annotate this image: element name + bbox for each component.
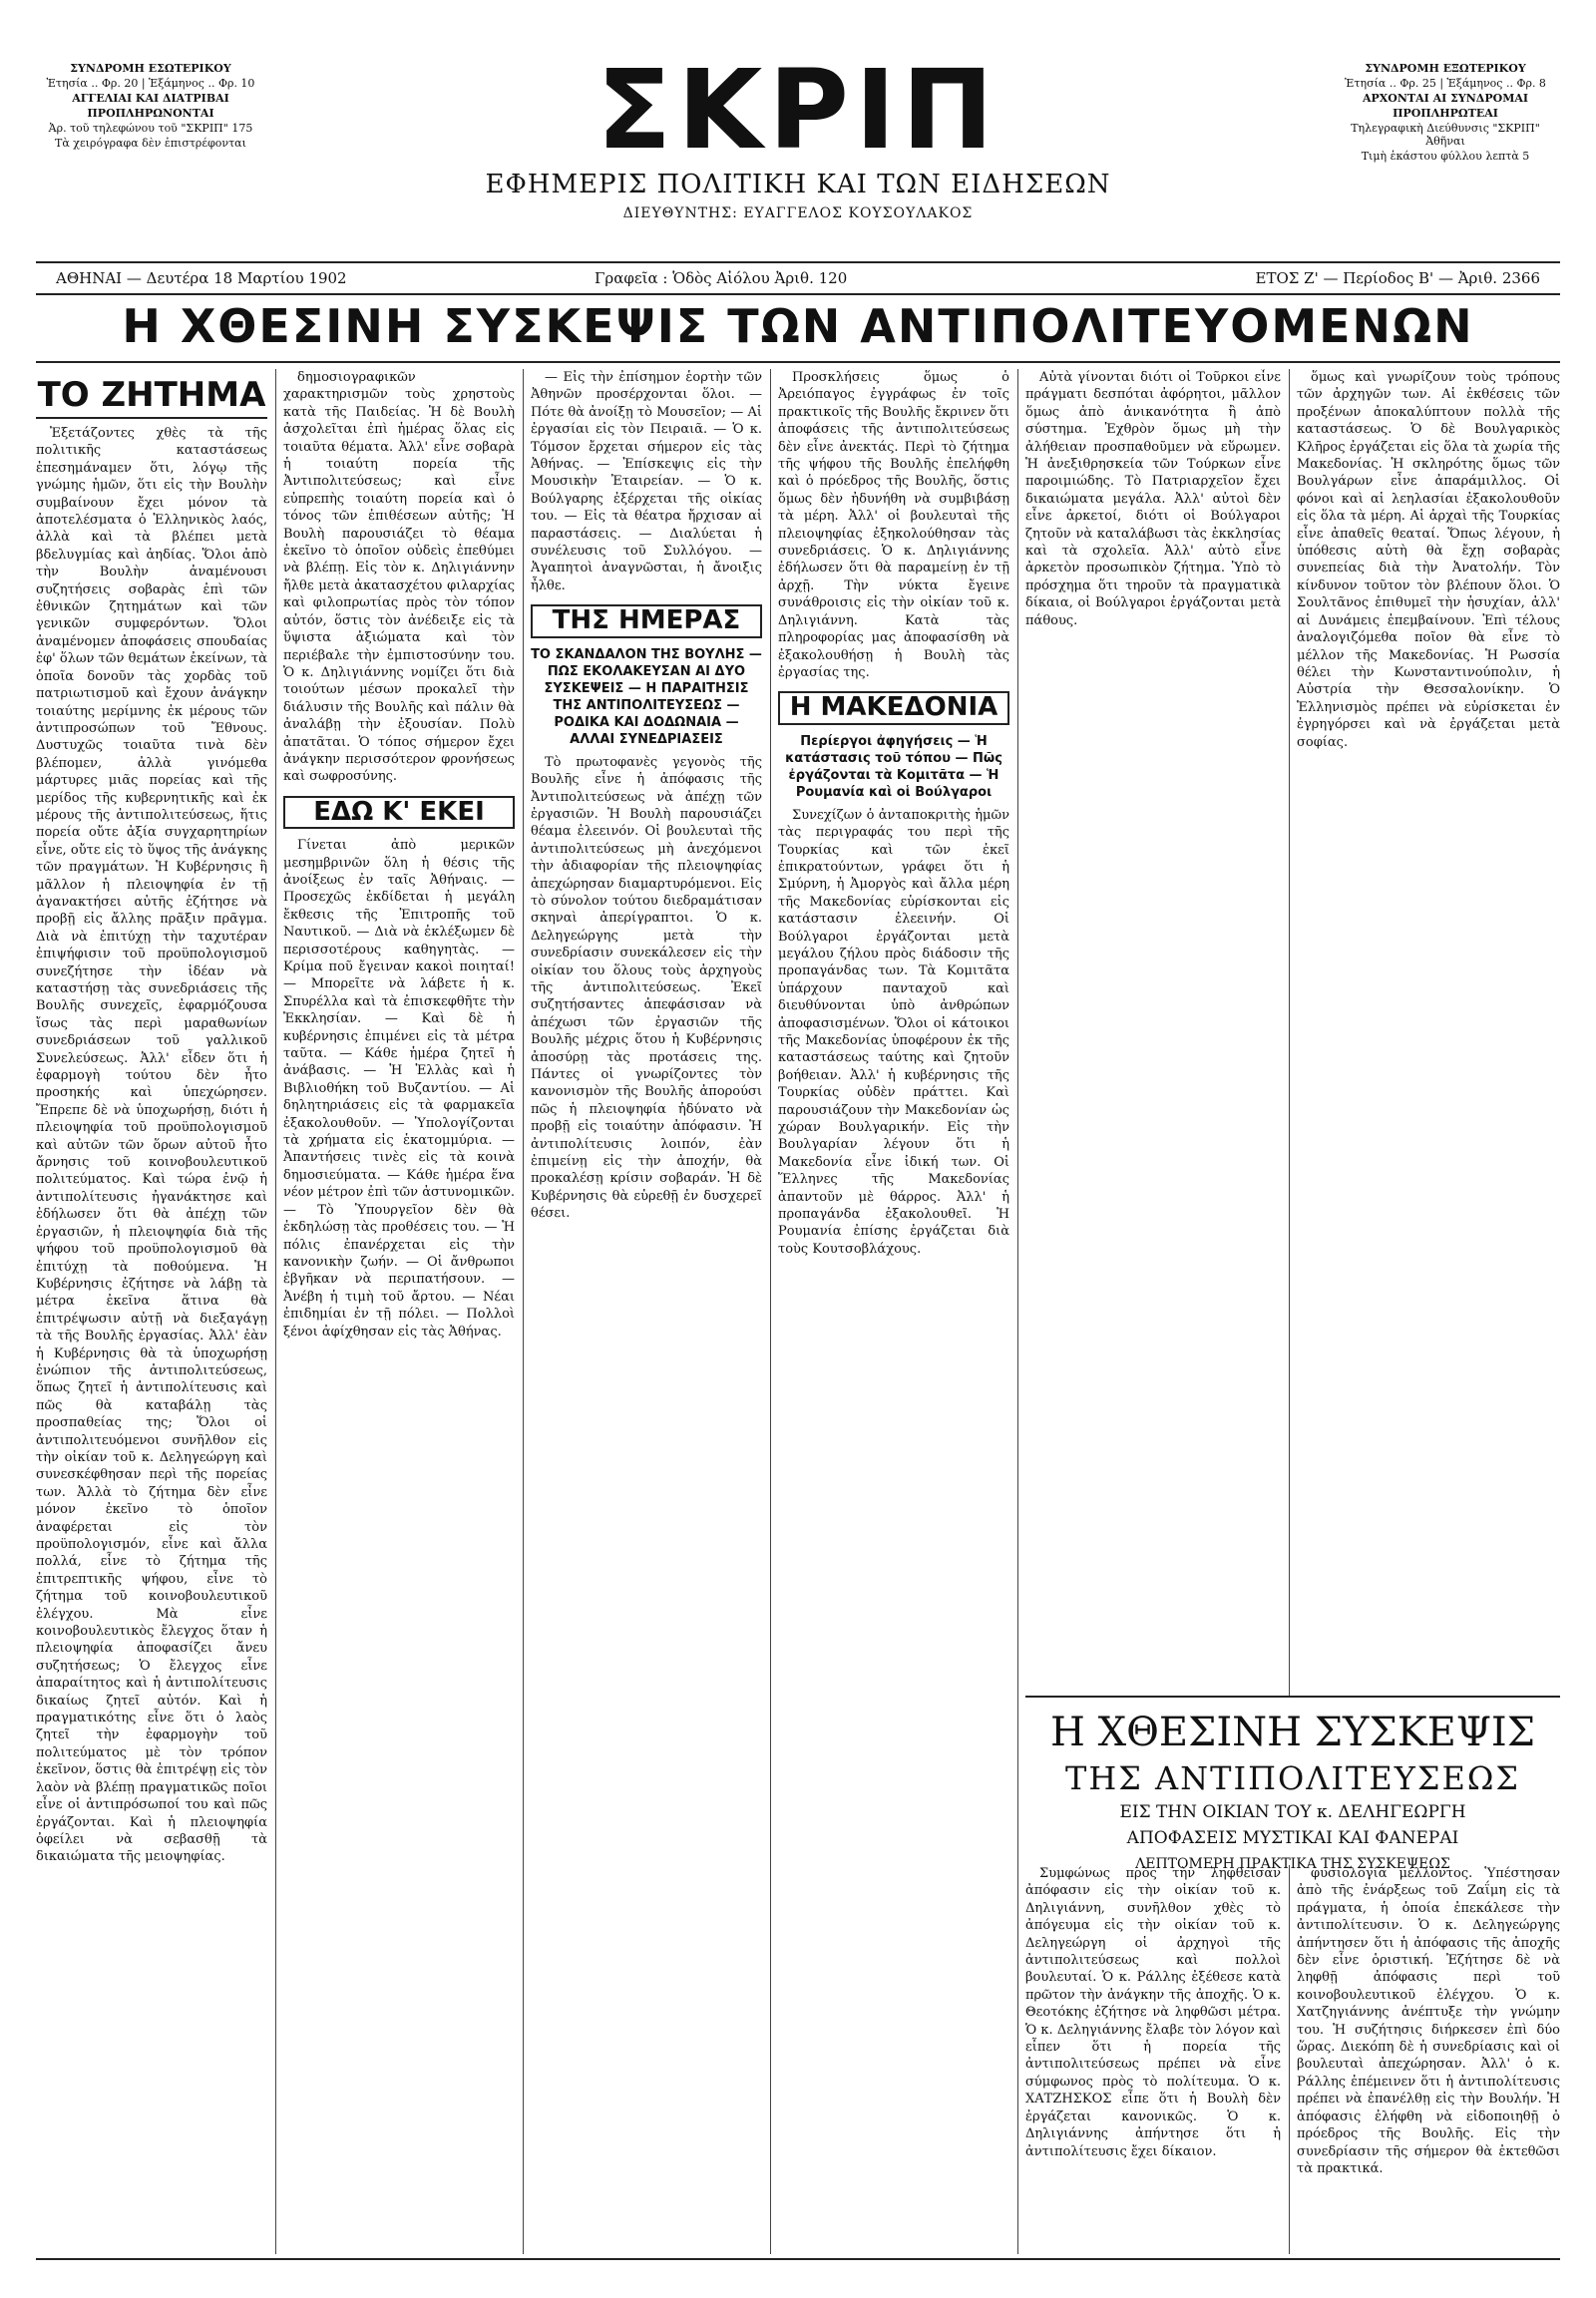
feature-minutes: ΛΕΠΤΟΜΕΡΗ ΠΡΑΚΤΙΚΑ ΤΗΣ ΣΥΣΚΕΨΕΩΣ bbox=[1135, 1856, 1450, 1872]
feature-body-left: Συμφώνως πρὸς τὴν ληφθεῖσαν ἀπόφασιν εἰς τὴν οἰκίαν τοῦ κ. Δηλιγιάννη, συνῆλθον χθὲς τὸ ἀπόγευμα εἰς τὴν οἰκίαν τοῦ κ. Δεληγεώργη οἱ ἀρχηγοὶ τῆς ἀντιπολιτεύσεως καὶ πολλοὶ βουλευταί. Ὁ κ. Ράλλης ἐξέθεσε κατὰ πρῶτον τὴν ἀνάγκην τῆς ἀποχῆς. Ὁ κ. Θεοτόκης ἐζήτησε νὰ ληφθῶσι μέτρα. Ὁ κ. Δεληγιάννης ἔλαβε τὸν λόγον καὶ εἶπεν ὅτι ἡ πορεία τῆς ἀντιπολιτεύσεως πρέπει νὰ εἶνε σύμφωνος πρὸς τὸ πολίτευμα. Ὁ κ. ΧΑΤΖΗΣΚΟΣ εἶπε ὅτι ἡ Βουλὴ δὲν ἐργάζεται κανονικῶς. Ὁ κ. Δηλιγιάννης ἀπήντησε ὅτι ἡ ἀντιπολίτευσις ἔχει δίκαιον. bbox=[1025, 1866, 1281, 2159]
column-5-body: Αὐτὰ γίνονται διότι οἱ Τοῦρκοι εἶνε πράγματι δεσπόται ἀφόρητοι, μᾶλλον ὅμως ἀπὸ ἀνικανότητα ἢ ἀπὸ σύστημα. Ἐχθρὸν ὅμως μὴ τὴν ἀλήθειαν προσπαθοῦμεν νὰ εὕρωμεν. Ἡ ἀνεξιθρησκεία τῶν Τούρκων εἶνε παροιμιώδης. Τὸ Πατριαρχεῖον ἔχει δικαιώματα μεγάλα. Ἀλλ' αὐτοὶ δὲν εἶνε ἀρκετοί, διότι οἱ Βούλγαροι ζητοῦν νὰ καταλάβωσι τὰς ἐκκλησίας καὶ τὰ σχολεῖα. Ἀλλ' αὐτὸ εἶνε ἀρκετὸν προσωπικὸν ζήτημα. Ὑπὸ τὸ πρόσχημα ὅτι τηροῦν τὰ πραγματικὰ δίκαια, οἱ Βούλγαροι ἐργάζονται μετὰ πάθους. bbox=[1025, 370, 1281, 628]
manuscripts-notice: Τὰ χειρόγραφα δὲν ἐπιστρέφονται bbox=[55, 137, 246, 150]
ads-notice: ΑΓΓΕΛΙΑΙ ΚΑΙ ΔΙΑΤΡΙΒΑΙ bbox=[72, 92, 229, 105]
subscription-prices-domestic: Ἐτησία .. Φρ. 20 | Ἑξάμηνος .. Φρ. 10 bbox=[46, 77, 255, 90]
director-line: ΔΙΕΥΘΥΝΤΗΣ: ΕΥΑΓΓΕΛΟΣ ΚΟΥΣΟΥΛΑΚΟΣ bbox=[622, 205, 974, 221]
prepaid-notice: ΠΡΟΠΛΗΡΩΝΟΝΤΑΙ bbox=[87, 107, 214, 120]
column-divider-2 bbox=[523, 369, 524, 2254]
column-divider-4 bbox=[1017, 369, 1018, 2254]
feature-column-divider bbox=[1289, 1865, 1290, 2254]
column-divider-5 bbox=[1289, 369, 1290, 1696]
newspaper-logo: ΣΚΡΙΠ bbox=[597, 46, 999, 174]
column-divider-1 bbox=[275, 369, 276, 2254]
page-bottom-rule bbox=[36, 2258, 1560, 2260]
section-title-macedonia: Η ΜΑΚΕΔΟΝΙΑ bbox=[778, 691, 1009, 724]
subscription-title-foreign: ΣΥΝΔΡΟΜΗ ΕΞΩΤΕΡΙΚΟΥ bbox=[1365, 62, 1526, 75]
masthead-rule-top bbox=[36, 261, 1560, 263]
news-items-body: — Εἰς τὴν ἐπίσημον ἑορτὴν τῶν Ἀθηνῶν προσέρχονται ὅλοι. — Πότε θὰ ἀνοίξῃ τὸ Μουσεῖον; — Αἱ ἐργασίαι εἰς τὸν Πειραιᾶ. — Ὁ κ. Τόμσον ἔρχεται σήμερον εἰς τὰς Ἀθήνας. — Ἐπίσκεψις εἰς τὴν Μουσικὴν Ἑταιρείαν. — Ὁ κ. Βούλγαρης ἐξέρχεται τῆς οἰκίας του. — Εἰς τὰ θέατρα ἤρχισαν αἱ παραστάσεις. — Διαλύεται ἡ συνέλευσις τοῦ Συλλόγου. — Ἀγαπητοὶ ἀναγνῶσται, ἡ ἄνοιξις ἦλθε. bbox=[531, 370, 762, 593]
feature-rule bbox=[1025, 1696, 1560, 1698]
column-2 bbox=[283, 369, 515, 2254]
masthead-right-info bbox=[1331, 60, 1560, 165]
of-the-day-subheadline: ΤΟ ΣΚΑΝΔΑΛΟΝ ΤΗΣ ΒΟΥΛΗΣ — ΠΩΣ ΕΚΟΛΑΚΕΥΣΑΝ ΑΙ ΔΥΟ ΣΥΣΚΕΨΕΙΣ — Η ΠΑΡΑΙΤΗΣΙΣ ΤΗΣ ΑΝΤΙΠΟΛΙΤΕΥΣΕΩΣ — ΡΟΔΙΚΑ ΚΑΙ ΔΟΔΩΝΑΙΑ — ΑΛΛΑΙ ΣΥΝΕΔΡΙΑΣΕΙΣ bbox=[531, 646, 762, 747]
macedonia-subheadline: Περίεργοι ἀφηγήσεις — Ἡ κατάστασις τοῦ τόπου — Πῶς ἐργάζονται τὰ Κομιτᾶτα — Ἡ Ρουμανία καὶ οἱ Βούλγαροι bbox=[785, 733, 1002, 800]
prepaid-notice-right: ΠΡΟΠΛΗΡΩΤΕΑΙ bbox=[1393, 107, 1498, 120]
masthead-left-info bbox=[36, 60, 265, 152]
column-4-body: Προσκλήσεις ὅμως ὁ Ἀρειόπαγος ἐγγράφως ἐν τοῖς πρακτικοῖς τῆς Βουλῆς ἔκρινεν ὅτι ἀποφάσεις τῆς ἀντιπολιτεύσεως δὲν εἶνε ἀνεκτάς. Περὶ τὸ ζήτημα τῆς ψήφου τῆς Βουλῆς ἐπελήφθη καὶ ὁ πρόεδρος τῆς Βουλῆς, ὅστις ὅμως δὲν ἠδυνήθη νὰ συμβιβάσῃ τὰ μέρη. Ἀλλ' οἱ βουλευταὶ τῆς πλειοψηφίας ἐξηκολούθησαν τὰς συνεδριάσεις. Ὁ κ. Δηλιγιάννης ἐδήλωσεν ὅτι θὰ παραμείνῃ ἐν τῇ ἀρχῇ. Τὴν νύκτα ἔγεινε συνάθροισις εἰς τὴν οἰκίαν τοῦ κ. Δηλιγιάννη. Κατὰ τὰς πληροφορίας μας ἀποφασίσθη νὰ ἐξακολουθήσῃ ἡ Βουλὴ τὰς ἐργασίας της. bbox=[778, 370, 1009, 680]
feature-title: Η ΧΘΕΣΙΝΗ ΣΥΣΚΕΨΙΣ bbox=[1050, 1710, 1535, 1755]
of-the-day-body: Τὸ πρωτοφανὲς γεγονὸς τῆς Βουλῆς εἶνε ἡ ἀπόφασις τῆς Ἀντιπολιτεύσεως νὰ ἀπέχῃ τῶν ἐργασιῶν. Ἡ Βουλὴ παρουσιάζει θέαμα ἐλεεινόν. Οἱ βουλευταὶ τῆς ἀντιπολιτεύσεως μὴ ἀνεχόμενοι τὴν ἀδιαφορίαν τῆς πλειοψηφίας ἀπεχώρησαν διαμαρτυρόμενοι. Εἰς τὸ σύνολον τούτου διεδραμάτισαν σκηναὶ ἀπερίγραπτοι. Ὁ κ. Δεληγεώργης μετὰ τὴν συνεδρίασιν συνεκάλεσεν εἰς τὴν οἰκίαν του ὅλους τοὺς ἀρχηγοὺς τῆς ἀντιπολιτεύσεως. Ἐκεῖ συζητήσαντες ἀπεφάσισαν νὰ ἀπέχωσι τῶν ἐργασιῶν τῆς Βουλῆς μέχρις ὅτου ἡ Κυβέρνησις ἀποσύρῃ τὰς προτάσεις της. Πάντες οἱ γνωρίζοντες τὸν κανονισμὸν τῆς Βουλῆς ἀπορούσι πῶς ἡ πλειοψηφία ἠδύνατο νὰ προβῇ εἰς τοιαύτην ἀπόφασιν. Ἡ ἀντιπολίτευσις λοιπόν, ἐὰν ἐπιμείνῃ εἰς τὴν ἀποχήν, θὰ προκαλέσῃ κρίσιν σοβαράν. Ἡ δὲ Κυβέρνησις θὰ εὑρεθῇ ἐν δυσχερεῖ θέσει. bbox=[531, 754, 762, 1222]
front-page-headline: Η ΧΘΕΣΙΝΗ ΣΥΣΚΕΨΙΣ ΤΩΝ ΑΝΤΙΠΟΛΙΤΕΥΟΜΕΝΩΝ bbox=[122, 299, 1474, 353]
office-address: Γραφεῖα : Ὁδὸς Αἰόλου Ἀριθ. 120 bbox=[595, 269, 848, 287]
subscription-title-domestic: ΣΥΝΔΡΟΜΗ ΕΣΩΤΕΡΙΚΟΥ bbox=[70, 62, 231, 75]
article-body-the-question: Ἐξετάζοντες χθὲς τὰ τῆς πολιτικῆς καταστάσεως ἐπεσημάναμεν ὅτι, λόγῳ τῆς γνώμης ἡμῶν, ὅτι εἰς τὴν Βουλὴν συμβαίνουν ἔχει μόνον τὰ ἀποτελέσματα ὁ Ἑλληνικὸς λαός, ἀλλὰ καὶ τὰ βλέπει μετὰ βδελυγμίας καὶ ἀηδίας. Ὅλοι ἀπὸ τὴν Βουλὴν ἀναμένουσι συζητήσεις σοβαρὰς ἐπὶ τῶν ἐθνικῶν ζητημάτων καὶ τῶν γενικῶν συμφερόντων. Ὅλοι ἀναμένομεν ἀποφάσεις σπουδαίας ἐφ' ὅλων τῶν θεμάτων ἐκείνων, τὰ ὁποῖα δονοῦν τὰς χορδὰς τοῦ πατριωτισμοῦ καὶ ἔχουν ἀνάγκην τοιαύτης μερίμνης ἐκ μέρους τῶν ἀντιπροσώπων τοῦ Ἔθνους. Δυστυχῶς τοιαῦτα τινὰ δὲν βλέπομεν, ἀλλὰ γινόμεθα μάρτυρες μιᾶς πορείας καὶ τῆς μερίδος τῆς κυβερνητικῆς καὶ ἐκ μέρους τῆς ἀντιπολιτεύσεως, ἥτις πορεία οὔτε ἀξία συγχαρητηρίων εἶνε, οὔτε εἰς τὸ ὕψος τῆς ἀνάγκης τῶν πραγμάτων. Ἡ Κυβέρνησις ἢ μᾶλλον ἡ πλειοψηφία ἐν τῇ ἀγανακτήσει αὐτῆς ἐζήτησε νὰ προβῇ εἰς ἄλλης πρᾶξιν πρᾶγμα. Διὰ νὰ ἐπιτύχῃ τὴν ταχυτέραν ἐπιψήφισιν τοῦ προϋπολογισμοῦ συνεζήτησε τὴν ἰδέαν νὰ καταστήσῃ τὰς συνεδριάσεις τῆς Βουλῆς συνεχεῖς, ἐφαρμόζουσα ἴσως τὰς περὶ μαραθωνίων συνεδριάσεων τοῦ γαλλικοῦ Συνελεύσεως. Ἀλλ' εἶδεν ὅτι ἡ ἐφαρμογὴ τούτου δὲν ἦτο προσηκής καὶ ὑπεχώρησεν. Ἔπρεπε δὲ νὰ ὑποχωρήσῃ, διότι ἡ πλειοψηφία τοῦ προϋπολογισμοῦ καὶ αὐτῶν τῶν ὅρων αὐτοῦ ἦτο ἄρνησις τοῦ κοινοβουλευτικοῦ πολιτεύματος. Καὶ τώρα ἐνῷ ἡ ἀντιπολίτευσις ἠγανάκτησε καὶ ἐδήλωσεν ὅτι θὰ ἀπέχῃ τῶν ἐργασιῶν, ἡ πλειοψηφία διὰ τῆς ψήφου τοῦ προϋπολογισμοῦ θὰ ἐπιτύχῃ τὰ ποθούμενα. Ἡ Κυβέρνησις ἐζήτησε νὰ λάβῃ τὰ μέτρα ἐκεῖνα ἅτινα θὰ ἐπιτρέψωσιν αὐτῇ νὰ διεξαγάγῃ τὰ τῆς Βουλῆς ἐργασίας. Ἀλλ' ἐὰν ἡ Κυβέρνησις θὰ τὰ ὑποχωρήσῃ ἐνώπιον τῆς ἀντιπολιτεύσεως, ὅπως ζητεῖ ἡ ἀντιπολίτευσις καὶ πῶς θὰ καταβάλῃ τὰς προσπαθείας της; Ὅλοι οἱ ἀντιπολιτευόμενοι συνῆλθον εἰς τὴν οἰκίαν τοῦ κ. Δεληγεώργη καὶ συνεσκέφθησαν περὶ τῆς πορείας των. Ἀλλὰ τὸ ζήτημα δὲν εἶνε μόνον ἐκεῖνο τὸ ὁποῖον ἀναφέρεται εἰς τὸν προϋπολογισμόν, εἶνε καὶ ἄλλα πολλά, εἶνε τὸ ζήτημα τῆς ἐπιτρεπτικῆς ψήφου, εἶνε τὸ ζήτημα τοῦ κοινοβουλευτικοῦ ἐλέγχου. Μὰ εἶνε κοινοβουλευτικὸς ἔλεγχος ὅταν ἡ πλειοψηφία ἀποφασίζει ἄνευ συζητήσεως; Ὁ ἔλεγχος εἶνε ἀπαραίτητος καὶ ἡ ἀντιπολίτευσις δικαίως ζητεῖ αὐτόν. Καὶ ἡ πραγματικότης εἶνε ὅτι ὁ λαὸς ζητεῖ τὴν ἐφαρμογὴν τοῦ πολιτεύματος μὲ τὸν τρόπον ἐκεῖνον, ὅστις θὰ ἐπιτρέψῃ εἰς τὸν λαὸν νὰ βλέπῃ πραγματικῶς ποῖοι εἶνε οἱ ἀντιπρόσωποί του καὶ πῶς ἐργάζονται. Καὶ ἡ πλειοψηφία ὀφείλει νὰ σεβασθῇ τὰ δικαιώματα τῆς μειοψηφίας. bbox=[36, 426, 267, 1865]
feature-body-right: φυσιολογία μέλλοντος. Ὑπέστησαν ἀπὸ τῆς ἐνάρξεως τοῦ Ζαΐμη εἰς τὰ πράγματα, ἡ ὁποία ἐπεκάλεσε τὴν ἀντιπολίτευσιν. Ὁ κ. Δεληγεώργης ἀπήντησεν ὅτι ἡ ἀπόφασις τῆς ἀποχῆς δὲν εἶνε ὁριστική. Ἐζήτησε δὲ νὰ ληφθῇ ἀπόφασις περὶ τοῦ κοινοβουλευτικοῦ ἐλέγχου. Ὁ κ. Χατζηγιάννης ἀνέπτυξε τὴν γνώμην του. Ἡ συζήτησις διήρκεσεν ἐπὶ δύο ὥρας. Διεκόπη δὲ ἡ συνεδρίασις καὶ οἱ βουλευταὶ ἀπεχώρησαν. Ἀλλ' ὁ κ. Ράλλης ἐπέμεινεν ὅτι ἡ ἀντιπολίτευσις πρέπει νὰ ἐπανέλθῃ εἰς τὴν Βουλήν. Ἡ ἀπόφασις ἐλήφθη νὰ εἰδοποιηθῇ ὁ πρόεδρος τῆς Βουλῆς. Εἰς τὴν συνεδρίασιν τῆς σήμερον θὰ ἐκτεθῶσι τὰ πρακτικά. bbox=[1297, 1866, 1560, 2176]
article-body-continued: δημοσιογραφικῶν χαρακτηρισμῶν τοὺς χρηστοὺς κατὰ τῆς Παιδείας. Ἡ δὲ Βουλὴ ἀσχολεῖται ἐπὶ ἡμέρας ὅλας εἰς τοιαῦτα θέματα. Ἀλλ' εἶνε σοβαρὰ ἡ τοιαύτη πορεία τῆς Ἀντιπολιτεύσεως; καὶ εἶνε εὐπρεπὴς τοιαύτη πορεία καὶ ὁ τόνος τῶν ἐπιθέσεων αὐτῆς; Ἡ Βουλὴ παρουσιάζει τὸ θέαμα ἐκεῖνο τὸ ὁποῖον οὐδεὶς ἐπεθύμει νὰ βλέπῃ. Εἰς τὸν κ. Δηλιγιάννην ἤλθε μετὰ ἀκατασχέτου φιλαρχίας καὶ φιλοπρωτίας πρὸς τὸν τόπον αὐτόν, ὅστις τὸν ἀνέδειξε εἰς τὰ ὕψιστα ἀξιώματα καὶ τὸν περιέβαλε τὴν ἐμπιστοσύνην του. Ὁ κ. Δηλιγιάννης νομίζει ὅτι διὰ τοιούτων μέσων προκαλεῖ τὴν διάλυσιν τῆς Βουλῆς καὶ πάλιν θὰ ἀναλάβῃ τὴν ἐξουσίαν. Πολὺ ἀπατᾶται. Ὁ τόπος σήμερον ἔχει ἀνάγκην περισσότερον φρονήσεως καὶ σωφροσύνης. bbox=[283, 370, 515, 785]
subscriptions-start-notice: ΑΡΧΟΝΤΑΙ ΑΙ ΣΥΝΔΡΟΜΑΙ bbox=[1362, 92, 1529, 105]
subscription-prices-foreign: Ἐτησία .. Φρ. 25 | Ἑξάμηνος .. Φρ. 8 bbox=[1345, 77, 1546, 90]
column-6-body: ὅμως καὶ γνωρίζουν τοὺς τρόπους τῶν ἀρχηγῶν των. Αἱ ἐκθέσεις τῶν προξένων ἀποκαλύπτουν πολλὰ τῆς καταστάσεως. Ὁ δὲ Βουλγαρικὸς Κλῆρος ἐργάζεται εἰς ὅλα τὰ χωρία τῆς Μακεδονίας. Ἡ σκληρότης ὅμως τῶν Βουλγάρων εἶνε ἀπαράμιλλος. Οἱ φόνοι καὶ αἱ λεηλασίαι ἐξακολουθοῦν εἰς ὅλα τὰ μέρη. Αἱ ἀρχαὶ τῆς Τουρκίας εἶνε ἀπαθεῖς θεαταί. Ὅπως λέγουν, ἡ ὑπόθεσις αὐτὴ θὰ ἔχῃ σοβαρὰς συνεπείας διὰ τὴν Ἀνατολήν. Τὸν κίνδυνον τοῦτον τὸν βλέπουν ὅλοι. Ὁ Σουλτᾶνος ἐπιθυμεῖ τὴν ἡσυχίαν, ἀλλ' αἱ Δυνάμεις ἐπεμβαίνουν. Ἐπὶ τέλους ἀναλογιζόμεθα ποῖον θὰ εἶνε τὸ μέλλον τῆς Μακεδονίας. Ἡ Ρωσσία θέλει τὴν Κωνσταντινούπολιν, ἡ Αὐστρία τὴν Θεσσαλονίκην. Ὁ Ἑλληνισμὸς πρέπει νὰ εὑρίσκεται ἐν ἐγρηγόρσει καὶ νὰ ἐργάζεται μετὰ σοφίας. bbox=[1297, 370, 1560, 750]
price-per-copy: Τιμὴ ἑκάστου φύλλου λεπτὰ 5 bbox=[1361, 150, 1530, 163]
headline-rule bbox=[36, 361, 1560, 363]
column-4 bbox=[778, 369, 1009, 2254]
masthead-rule-bottom bbox=[36, 293, 1560, 295]
issue-number: ΕΤΟΣ Ζ' — Περίοδος Β' — Ἀριθ. 2366 bbox=[1255, 269, 1540, 287]
section-title-here-and-there: ΕΔΩ Κ' ΕΚΕΙ bbox=[283, 796, 515, 829]
feature-headline-block bbox=[1025, 1702, 1560, 1879]
article-title-the-question: ΤΟ ΖΗΤΗΜΑ bbox=[36, 373, 267, 419]
column-divider-3 bbox=[770, 369, 771, 2254]
column-1 bbox=[36, 369, 267, 2254]
feature-column-left bbox=[1025, 1865, 1281, 2254]
feature-decisions: ΑΠΟΦΑΣΕΙΣ ΜΥΣΤΙΚΑΙ ΚΑΙ ΦΑΝΕΡΑΙ bbox=[1126, 1828, 1459, 1848]
macedonia-body: Συνεχίζων ὁ ἀνταποκριτὴς ἡμῶν τὰς περιγραφάς του περὶ τῆς Τουρκίας καὶ τῶν ἐκεῖ ἐπικρατούντων, γράφει ὅτι ἡ Σμύρνη, ἡ Ἀμοργὸς καὶ ἄλλα μέρη τῆς Μακεδονίας εὑρίσκονται εἰς κατάστασιν ἐλεεινήν. Οἱ Βούλγαροι ἐργάζονται μετὰ μεγάλου ζήλου πρὸς διάδοσιν τῆς προπαγάνδας των. Τὰ Κομιτᾶτα ὑπάρχουν πανταχοῦ καὶ διευθύνονται ὑπὸ ἀνθρώπων ἀποφασισμένων. Ὅλοι οἱ κάτοικοι τῆς Μακεδονίας ὑποφέρουν ἐκ τῆς καταστάσεως ταύτης καὶ ζητοῦν βοήθειαν. Ἀλλ' ἡ κυβέρνησις τῆς Τουρκίας οὐδὲν πράττει. Καὶ παρουσιάζουν τὴν Μακεδονίαν ὡς χώραν Βουλγαρικήν. Εἰς τὴν Βουλγαρίαν λέγουν ὅτι ἡ Μακεδονία εἶνε ἰδική των. Οἱ Ἕλληνες τῆς Μακεδονίας ἀπαντοῦν μὲ θάρρος. Ἀλλ' ἡ προπαγάνδα ἐξακολουθεῖ. Ἡ Ρουμανία ἐπίσης ἐργάζεται διὰ τοὺς Κουτσοβλάχους. bbox=[778, 807, 1009, 1257]
section-title-of-the-day: ΤΗΣ ΗΜΕΡΑΣ bbox=[531, 604, 762, 637]
telephone-notice: Ἀρ. τοῦ τηλεφώνου τοῦ "ΣΚΡΙΠ" 175 bbox=[48, 122, 253, 135]
feature-column-right bbox=[1297, 1865, 1560, 2254]
telegraph-address: Τηλεγραφικὴ Διεύθυνσις "ΣΚΡΙΠ" Ἀθῆναι bbox=[1351, 122, 1540, 148]
feature-subtitle: ΤΗΣ ΑΝΤΙΠΟΛΙΤΕΥΣΕΩΣ bbox=[1065, 1759, 1520, 1797]
newspaper-subtitle: ΕΦΗΜΕΡΙΣ ΠΟΛΙΤΙΚΗ ΚΑΙ ΤΩΝ ΕΙΔΗΣΕΩΝ bbox=[485, 170, 1111, 199]
dateline bbox=[36, 269, 1560, 293]
issue-date: ΑΘΗΝΑΙ — Δευτέρα 18 Μαρτίου 1902 bbox=[56, 269, 347, 287]
column-6 bbox=[1297, 369, 1560, 1686]
feature-location: ΕΙΣ ΤΗΝ ΟΙΚΙΑΝ ΤΟΥ κ. ΔΕΛΗΓΕΩΡΓΗ bbox=[1119, 1802, 1466, 1822]
here-and-there-body: Γίνεται ἀπὸ μερικῶν μεσημβρινῶν ὅλη ἡ θέσις τῆς ἀνοίξεως ἐν ταῖς Ἀθήναις. — Προσεχῶς ἐκδίδεται ἡ μεγάλη ἔκθεσις τῆς Ἐπιτροπῆς τοῦ Ναυτικοῦ. — Διὰ νὰ ἐκλέξωμεν δὲ περισσοτέρους καθηγητὰς. — Κρίμα ποῦ ἔγειναν κακοὶ ποιηταί! — Μπορεῖτε νὰ λάβετε ἡ κ. Σπυρέλλα καὶ τὰ ἐπισκεφθῆτε τὴν Ἐκκλησίαν. — Καὶ δὲ ἡ κυβέρνησις ἐπιμένει εἰς τὰ μέτρα ταῦτα. — Κάθε ἡμέρα ζητεῖ ἡ ἀνάβασις. — Ἡ Ἑλλὰς καὶ ἡ Βιβλιοθήκη τοῦ Βυζαντίου. — Αἱ δηλητηριάσεις εἰς τὰ φαρμακεῖα ἐξακολουθοῦν. — Ὑπολογίζονται τὰ χρήματα εἰς ἑκατομμύρια. — Ἀπαντήσεις τινὲς εἰς τὰ κοινὰ δημοσιεύματα. — Κάθε ἡμέρα ἕνα νέον μέτρον ἐπὶ τῶν ἀστυνομικῶν. — Τὸ Ὑπουργεῖον δὲν θὰ ἐκδηλώσῃ τὰς προθέσεις του. — Ἡ πόλις ἐπανέρχεται εἰς τὴν κανονικὴν ζωήν. — Οἱ ἄνθρωποι ἐβγῆκαν νὰ περιπατήσουν. — Ἀνέβη ἡ τιμὴ τοῦ ἄρτου. — Νέαι ἐπιδημίαι ἐν τῇ πόλει. — Πολλοὶ ξένοι ἀφίχθησαν εἰς τὰς Ἀθήνας. bbox=[283, 838, 515, 1340]
column-3 bbox=[531, 369, 762, 2254]
